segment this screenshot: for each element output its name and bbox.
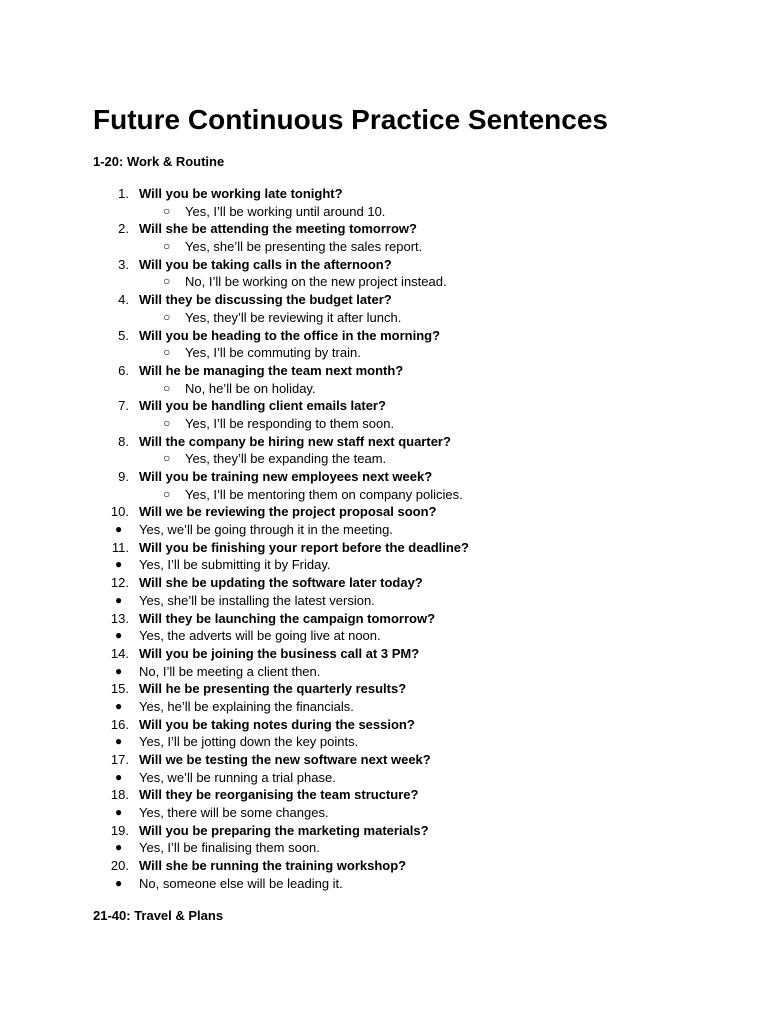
question-text: Will you be handling client emails later? — [139, 398, 386, 414]
answer-row — [93, 415, 733, 433]
answer-row — [93, 627, 733, 645]
question-answer-list — [93, 185, 733, 893]
question-row — [93, 716, 733, 734]
question-number: 17. — [110, 752, 129, 767]
answer-text: Yes, they’ll be expanding the team. — [185, 451, 387, 467]
answer-text: Yes, she’ll be presenting the sales report. — [185, 239, 423, 255]
answer-text: Yes, I’ll be responding to them soon. — [185, 415, 395, 431]
answer-row — [93, 238, 733, 256]
question-row — [93, 185, 733, 203]
question-number: 4. — [118, 292, 129, 308]
filled-dot-bullet-icon: ● — [115, 663, 123, 678]
answer-text: Yes, they’ll be reviewing it after lunch. — [185, 309, 402, 325]
question-text: Will he be managing the team next month? — [139, 362, 404, 378]
question-number: 1. — [118, 186, 129, 201]
question-number: 18. — [110, 787, 129, 803]
question-number: 14. — [110, 645, 129, 661]
answer-text: Yes, I’ll be working until around 10. — [185, 203, 386, 219]
answer-row — [93, 875, 733, 893]
answer-text: Yes, there will be some changes. — [139, 805, 329, 821]
filled-dot-bullet-icon: ● — [115, 698, 123, 713]
answer-row — [93, 698, 733, 716]
hollow-circle-bullet-icon: ○ — [163, 274, 171, 289]
answer-row — [93, 592, 733, 610]
question-number: 2. — [118, 221, 129, 237]
section-heading-work-routine: 1-20: Work & Routine — [93, 154, 225, 169]
question-number: 9. — [118, 469, 129, 484]
answer-text: Yes, I’ll be commuting by train. — [185, 345, 361, 361]
hollow-circle-bullet-icon: ○ — [163, 203, 171, 218]
answer-row — [93, 450, 733, 468]
question-text: Will you be joining the business call at 3 PM? — [139, 645, 420, 661]
question-row — [93, 822, 733, 840]
answer-text: Yes, she’ll be installing the latest version. — [139, 592, 375, 608]
question-text: Will she be running the training workshop? — [139, 858, 407, 874]
filled-dot-bullet-icon: ● — [115, 875, 123, 890]
answer-text: Yes, we’ll be going through it in the meeting. — [139, 522, 393, 538]
question-text: Will they be discussing the budget later? — [139, 292, 392, 308]
answer-text: Yes, I’ll be finalising them soon. — [139, 840, 320, 856]
question-number: 8. — [118, 433, 129, 449]
question-number: 5. — [118, 327, 129, 343]
answer-text: No, he’ll be on holiday. — [185, 380, 316, 396]
answer-text: No, I’ll be meeting a client then. — [139, 663, 321, 679]
hollow-circle-bullet-icon: ○ — [163, 309, 171, 324]
question-row — [93, 786, 733, 804]
question-row — [93, 468, 733, 486]
question-text: Will she be attending the meeting tomorrow? — [139, 221, 417, 237]
question-number: 20. — [110, 858, 129, 874]
answer-text: Yes, I’ll be jotting down the key points. — [139, 734, 359, 750]
question-text: Will the company be hiring new staff next quarter? — [139, 433, 451, 449]
filled-dot-bullet-icon: ● — [115, 628, 123, 643]
answer-row — [93, 344, 733, 362]
answer-row — [93, 273, 733, 291]
answer-text: Yes, he’ll be explaining the financials. — [139, 698, 354, 714]
answer-text: Yes, the adverts will be going live at noon. — [139, 628, 381, 644]
question-row — [93, 574, 733, 592]
question-number: 12. — [110, 575, 129, 591]
filled-dot-bullet-icon: ● — [115, 734, 123, 749]
hollow-circle-bullet-icon: ○ — [163, 415, 171, 430]
question-text: Will you be training new employees next week? — [139, 469, 433, 484]
question-text: Will you be preparing the marketing materials? — [139, 822, 429, 838]
answer-row — [93, 380, 733, 398]
question-text: Will she be updating the software later today? — [139, 575, 423, 591]
answer-row — [93, 663, 733, 681]
question-text: Will he be presenting the quarterly results? — [139, 681, 407, 697]
hollow-circle-bullet-icon: ○ — [163, 451, 171, 466]
answer-row — [93, 769, 733, 787]
filled-dot-bullet-icon: ● — [115, 592, 123, 607]
question-text: Will we be reviewing the project proposal soon? — [139, 504, 437, 520]
question-text: Will you be finishing your report before the deadline? — [139, 539, 469, 555]
question-number: 19. — [110, 822, 129, 838]
answer-text: Yes, we’ll be running a trial phase. — [139, 769, 336, 785]
question-text: Will you be working late tonight? — [139, 186, 343, 201]
filled-dot-bullet-icon: ● — [115, 805, 123, 820]
answer-row — [93, 733, 733, 751]
answer-text: No, I’ll be working on the new project instead. — [185, 274, 447, 290]
question-number: 15. — [110, 681, 129, 697]
question-text: Will you be heading to the office in the morning? — [139, 327, 441, 343]
question-row — [93, 220, 733, 238]
hollow-circle-bullet-icon: ○ — [163, 345, 171, 360]
question-row — [93, 433, 733, 451]
question-number: 6. — [118, 362, 129, 378]
question-row — [93, 291, 733, 309]
question-text: Will they be launching the campaign tomorrow? — [139, 610, 436, 626]
answer-text: Yes, I’ll be submitting it by Friday. — [139, 557, 331, 573]
answer-row — [93, 556, 733, 574]
question-row — [93, 362, 733, 380]
question-row — [93, 397, 733, 415]
filled-dot-bullet-icon: ● — [115, 557, 123, 572]
question-number: 16. — [110, 716, 129, 732]
question-row — [93, 680, 733, 698]
filled-dot-bullet-icon: ● — [115, 840, 123, 855]
question-number: 7. — [118, 398, 129, 414]
answer-text: Yes, I’ll be mentoring them on company policies. — [185, 486, 463, 502]
question-row — [93, 327, 733, 345]
question-row — [93, 610, 733, 628]
hollow-circle-bullet-icon: ○ — [163, 239, 171, 254]
filled-dot-bullet-icon: ● — [115, 522, 123, 537]
question-number: 3. — [118, 256, 129, 272]
answer-text: No, someone else will be leading it. — [139, 875, 343, 891]
hollow-circle-bullet-icon: ○ — [163, 486, 171, 501]
question-row — [93, 751, 733, 769]
question-row — [93, 503, 733, 521]
question-row — [93, 645, 733, 663]
answer-row — [93, 486, 733, 504]
question-number: 10. — [110, 504, 129, 520]
answer-row — [93, 804, 733, 822]
question-text: Will you be taking notes during the session? — [139, 716, 415, 732]
answer-row — [93, 521, 733, 539]
answer-row — [93, 839, 733, 857]
hollow-circle-bullet-icon: ○ — [163, 380, 171, 395]
answer-row — [93, 309, 733, 327]
question-row — [93, 857, 733, 875]
question-text: Will you be taking calls in the afternoon? — [139, 256, 392, 272]
filled-dot-bullet-icon: ● — [115, 769, 123, 784]
answer-row — [93, 203, 733, 221]
question-number: 13. — [110, 610, 129, 626]
page-title: Future Continuous Practice Sentences — [93, 104, 608, 135]
question-row — [93, 256, 733, 274]
question-row — [93, 539, 733, 557]
question-number: 11. — [111, 539, 129, 555]
question-text: Will they be reorganising the team structure? — [139, 787, 419, 803]
section-heading-travel-plans: 21-40: Travel & Plans — [93, 908, 224, 923]
question-text: Will we be testing the new software next week? — [139, 752, 431, 767]
